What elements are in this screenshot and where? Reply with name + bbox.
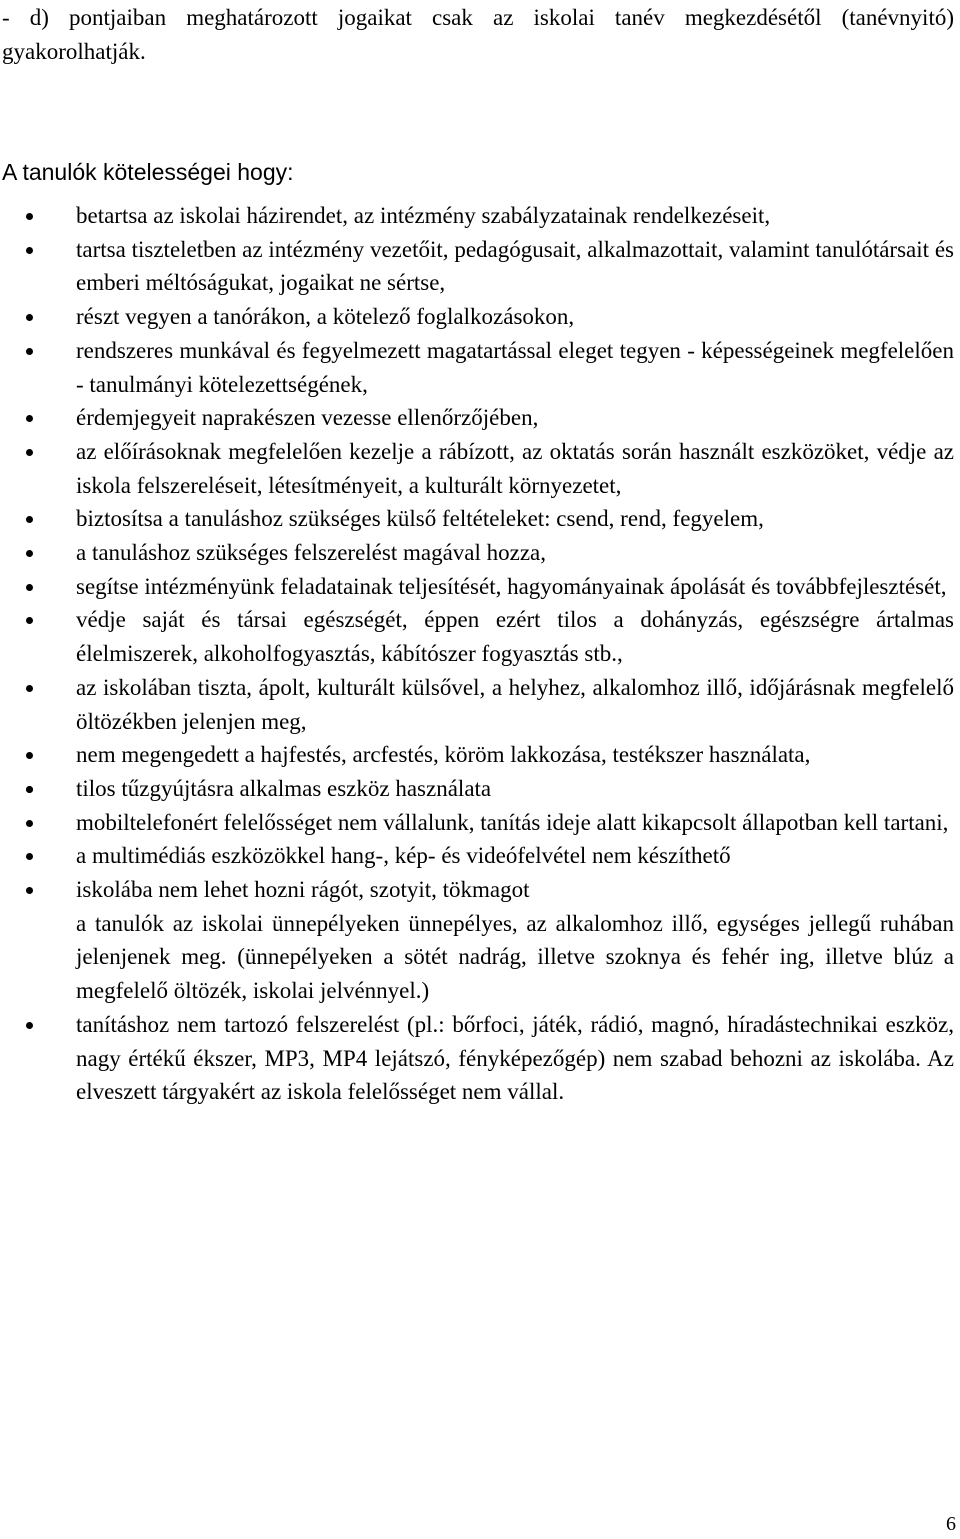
list-item: segítse intézményünk feladatainak teljesítését, hagyományainak ápolását és továbbfejlesztését, [0, 570, 954, 604]
bullet-icon [26, 1022, 33, 1029]
list-item: részt vegyen a tanórákon, a kötelező foglalkozásokon, [0, 300, 954, 334]
bullet-icon [26, 853, 33, 860]
bullet-icon [26, 685, 33, 692]
list-item: az előírásoknak megfelelően kezelje a rábízott, az oktatás során használt eszközöket, védje az iskola felszereléseit, létesítményeit, a kulturált környezetet, [0, 435, 954, 502]
bullet-icon [26, 314, 33, 321]
list-item: tanításhoz nem tartozó felszerelést (pl.: bőrfoci, játék, rádió, magnó, híradástechnikai eszköz, nagy értékű ékszer, MP3, MP4 lejátszó, fényképezőgép) nem szabad behozni az iskolába. Az elveszett tárgyakért az iskola felelősséget nem vállal. [0, 1008, 954, 1109]
bullet-icon [26, 213, 33, 220]
bullet-icon [26, 584, 33, 591]
bullet-icon [26, 348, 33, 355]
bullet-icon [26, 415, 33, 422]
list-item: rendszeres munkával és fegyelmezett magatartással eleget tegyen - képességeinek megfelelően - tanulmányi kötelezettségének, [0, 334, 954, 401]
list-item: a tanuláshoz szükséges felszerelést magával hozza, [0, 536, 954, 570]
list-item: tilos tűzgyújtásra alkalmas eszköz használata [0, 772, 954, 806]
list-item: az iskolában tiszta, ápolt, kulturált külsővel, a helyhez, alkalomhoz illő, időjárásnak megfelelő öltözékben jelenjen meg, [0, 671, 954, 738]
section-heading: A tanulók kötelességei hogy: [2, 159, 294, 185]
bullet-icon [26, 887, 33, 894]
list-item: mobiltelefonért felelősséget nem vállalunk, tanítás ideje alatt kikapcsolt állapotban kell tartani, [0, 806, 954, 840]
uniform-note: a tanulók az iskolai ünnepélyeken ünnepélyes, az alkalomhoz illő, egységes jellegű ruhában jelenjenek meg. (ünnepélyeken a sötét nadrág, illetve szoknya és fehér ing, illetve blúz a megfelelő öltözék, iskolai jelvénnyel.) [76, 910, 954, 1004]
list-item: biztosítsa a tanuláshoz szükséges külső feltételeket: csend, rend, fegyelem, [0, 502, 954, 536]
bullet-icon [26, 786, 33, 793]
bullet-icon [26, 617, 33, 624]
duties-list [0, 199, 954, 1109]
list-item: érdemjegyeit naprakészen vezesse ellenőrzőjében, [0, 401, 954, 435]
bullet-icon [26, 752, 33, 759]
list-item: iskolába nem lehet hozni rágót, szotyit, tökmagot [0, 873, 954, 907]
list-item: nem megengedett a hajfestés, arcfestés, köröm lakkozása, testékszer használata, [0, 738, 954, 772]
bullet-icon [26, 247, 33, 254]
list-item: betartsa az iskolai házirendet, az intézmény szabályzatainak rendelkezéseit, [0, 199, 954, 233]
list-item: a multimédiás eszközökkel hang-, kép- és videófelvétel nem készíthető [0, 839, 954, 873]
bullet-icon [26, 820, 33, 827]
list-item: védje saját és társai egészségét, éppen ezért tilos a dohányzás, egészségre ártalmas élelmiszerek, alkoholfogyasztás, kábítószer fogyasztás stb., [0, 603, 954, 670]
bullet-icon [26, 449, 33, 456]
bullet-icon [26, 516, 33, 523]
intro-paragraph: - d) pontjaiban meghatározott jogaikat csak az iskolai tanév megkezdésétől (tanévnyitó) gyakorolhatják. [2, 5, 954, 64]
bullet-icon [26, 550, 33, 557]
page-number: 6 [946, 1513, 956, 1535]
list-item: tartsa tiszteletben az intézmény vezetőit, pedagógusait, alkalmazottait, valamint tanulótársait és emberi méltóságukat, jogaikat ne sértse, [0, 233, 954, 300]
